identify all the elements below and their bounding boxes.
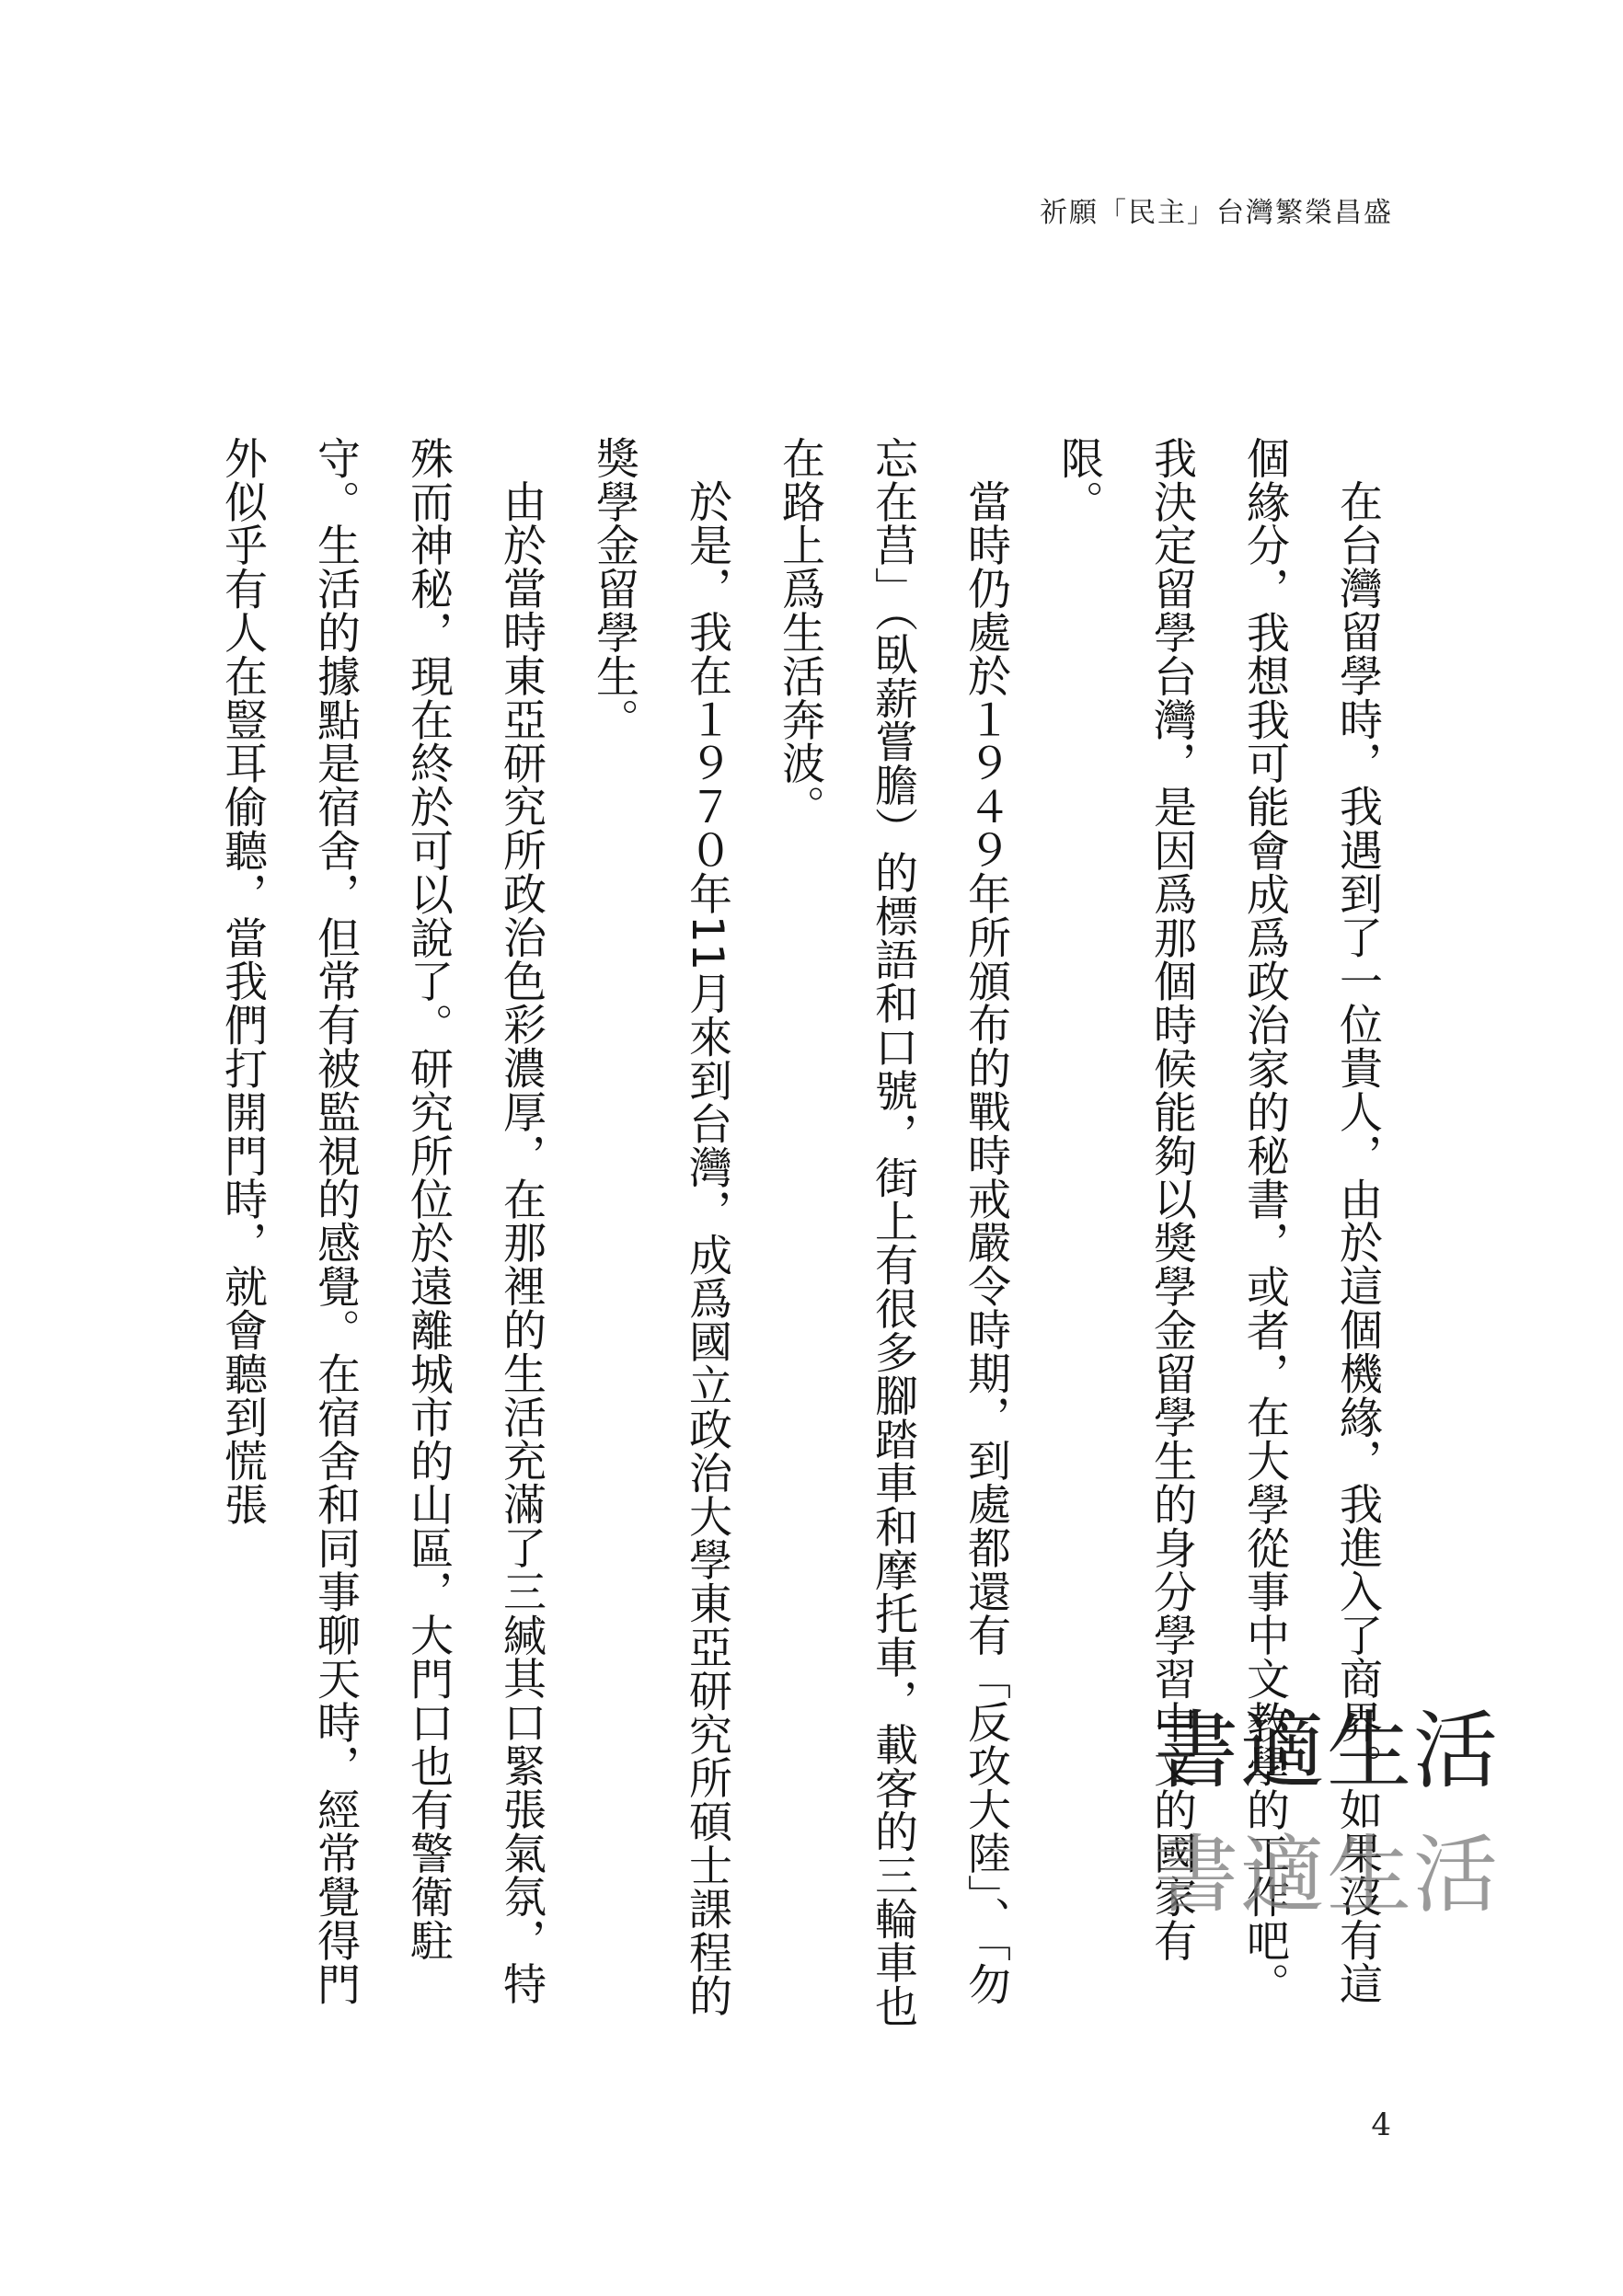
paragraph-2: 當時仍處於１９４９年所頒布的戰時戒嚴令時期，到處都還有「反攻大陸」、「勿忘在莒」（臥薪嘗膽）的標語和口號，街上有很多腳踏車和摩托車，載客的三輪車也在路上爲生活奔波。 — [775, 436, 1011, 2028]
paragraph-3: 於是，我在１９７０年11月來到台灣，成爲國立政治大學東亞研究所碩士課程的獎學金留學生。 — [589, 436, 732, 2018]
page-number: 4 — [1371, 2107, 1391, 2143]
paragraph-1: 在台灣留學時，我遇到了一位貴人，由於這個機緣，我進入了商界。如果沒有這個緣分，我想我可能會成爲政治家的秘書，或者，在大學從事中文教學的工作吧。我決定留學台灣，是因爲那個時候能夠以獎學金留學生的身分學習中文的國家有限。 — [1053, 436, 1383, 2006]
watermark-logo-secondary: 書適生活 — [1153, 1826, 1500, 1924]
vertical-text-body — [217, 436, 1404, 2037]
running-header-title: 祈願「民主」台灣繁榮昌盛 — [1040, 197, 1393, 229]
watermark-logo-primary: 書適生活 — [1153, 1702, 1500, 1800]
paragraph-4: 由於當時東亞研究所政治色彩濃厚，在那裡的生活充滿了三緘其口緊張氣氛，特殊而神秘，現在終於可以說了。研究所位於遠離城市的山區，大門口也有警衛駐守。生活的據點是宿舍，但常有被監視的感覺。在宿舍和同事聊天時，經常覺得門外似乎有人在豎耳偷聽，當我們打開門時，就會聽到慌張 — [217, 436, 547, 2006]
